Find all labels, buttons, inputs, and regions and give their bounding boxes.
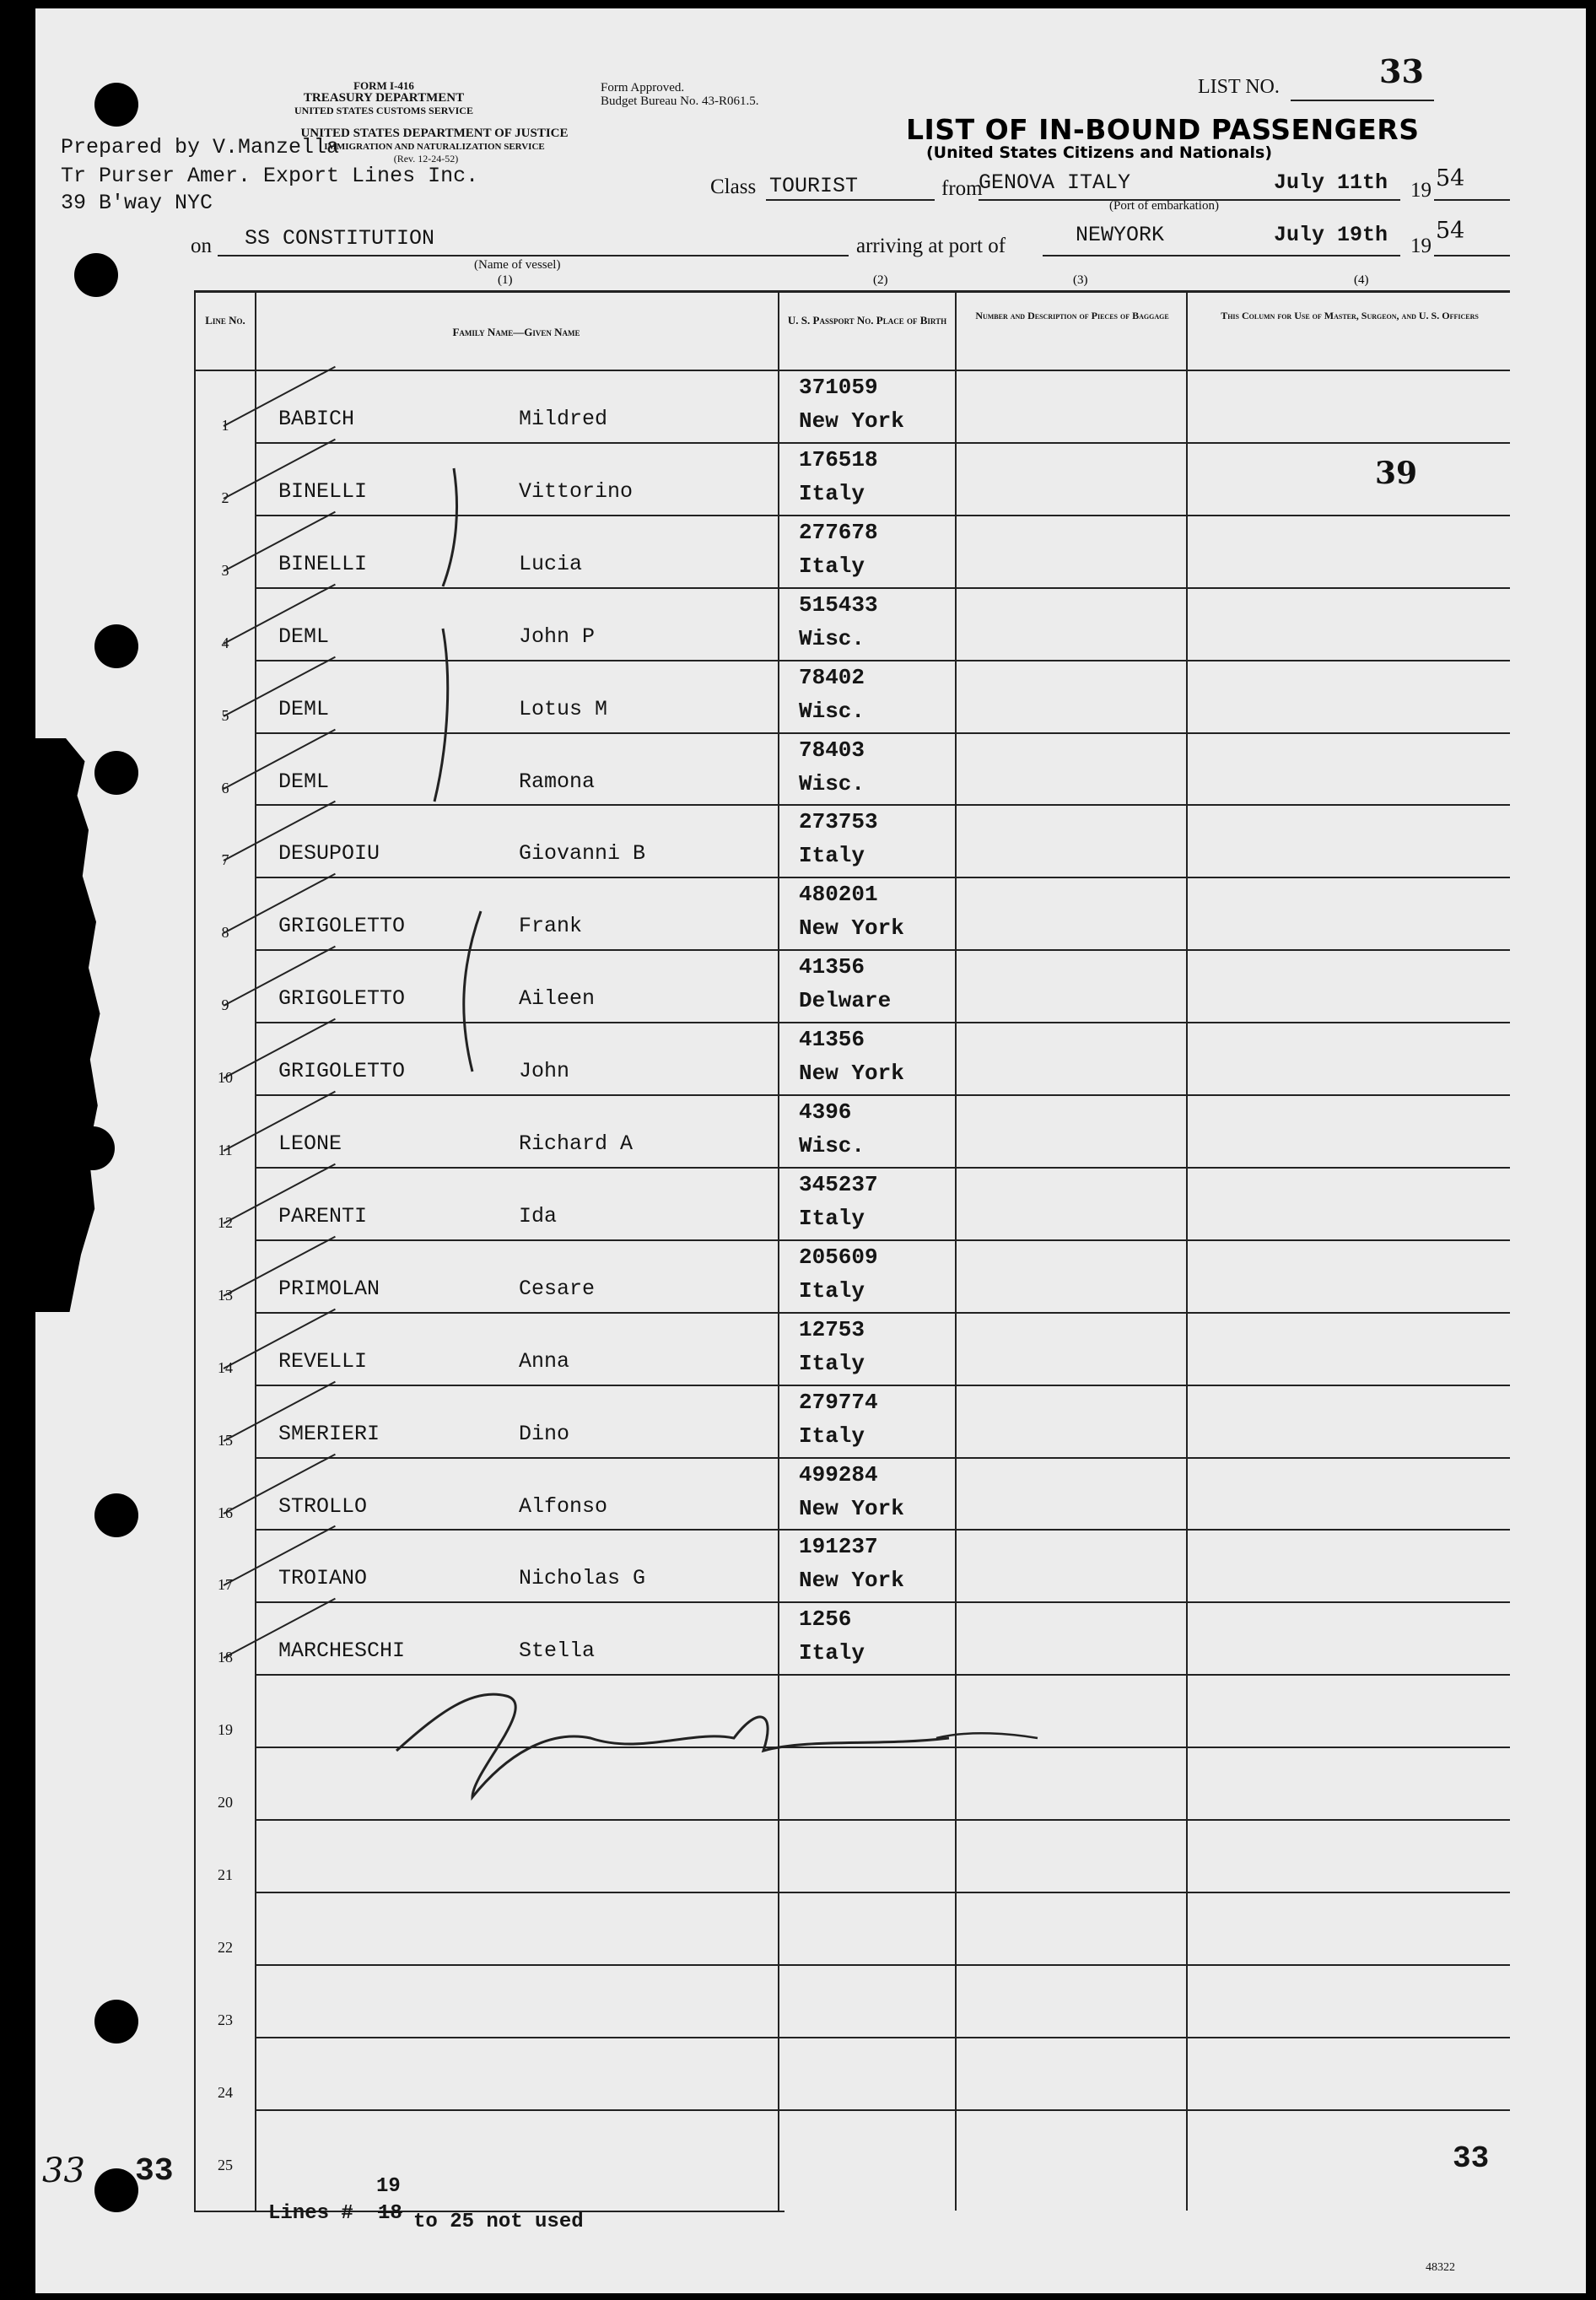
place-of-birth: New York <box>799 915 904 942</box>
line-number: 25 <box>218 2156 233 2173</box>
place-of-birth: Italy <box>799 553 865 579</box>
given-name: Ida <box>519 1203 558 1228</box>
signature-stroke <box>396 1694 949 1797</box>
passport-number: 273753 <box>799 809 878 835</box>
given-name: John <box>519 1059 570 1084</box>
treasury-dept: TREASURY DEPARTMENT <box>303 91 465 105</box>
passport-number: 345237 <box>799 1171 878 1197</box>
customs-service: UNITED STATES CUSTOMS SERVICE <box>294 105 473 116</box>
class-label: Class <box>710 175 757 198</box>
passport-number: 12753 <box>799 1316 865 1342</box>
family-name: BINELLI <box>278 551 368 576</box>
place-of-birth: New York <box>799 1568 904 1594</box>
given-name: Lucia <box>519 551 583 576</box>
arriving-label: arriving at port of <box>856 235 1006 257</box>
class-value: TOURIST <box>769 174 859 198</box>
arrival-port: NEWYORK <box>1076 223 1165 247</box>
family-name: STROLLO <box>278 1493 368 1519</box>
budget-bureau: Budget Bureau No. 43-R061.5. <box>601 94 759 108</box>
on-label: on <box>191 235 212 257</box>
line-number: 6 <box>221 779 229 796</box>
prepared-line3: 39 B'way NYC <box>61 191 213 215</box>
given-name: Giovanni B <box>519 841 646 867</box>
given-name: Aileen <box>519 986 596 1012</box>
line-number: 20 <box>218 1794 233 1811</box>
lines-note-suffix: to 25 not used <box>413 2211 584 2233</box>
passport-number: 515433 <box>799 591 878 618</box>
family-name: PARENTI <box>278 1203 368 1228</box>
passport-number: 277678 <box>799 519 878 545</box>
vessel-caption: (Name of vessel) <box>474 258 561 272</box>
justice-dept: UNITED STATES DEPARTMENT OF JUSTICE <box>300 127 569 140</box>
col-header-passport: U. S. Passport No. Place of Birth <box>787 314 947 327</box>
line-number: 11 <box>218 1142 233 1158</box>
officer-mark: 39 <box>1375 456 1418 491</box>
given-name: Cesare <box>519 1276 596 1301</box>
family-name: PRIMOLAN <box>278 1276 380 1301</box>
line-number: 17 <box>218 1576 233 1594</box>
page-title: LIST OF IN-BOUND PASSENGERS <box>906 113 1420 146</box>
place-of-birth: New York <box>799 1495 904 1521</box>
embark-date: July 11th <box>1274 170 1388 195</box>
bracket-deml <box>434 629 448 802</box>
embark-year-prefix: 19 <box>1410 179 1432 202</box>
line-number: 5 <box>221 706 229 724</box>
place-of-birth: Italy <box>799 480 865 506</box>
place-of-birth: Italy <box>799 1205 865 1231</box>
embark-caption: (Port of embarkation) <box>1109 199 1219 213</box>
place-of-birth: Delware <box>799 988 892 1014</box>
line-number: 18 <box>218 1649 233 1666</box>
family-name: MARCHESCHI <box>278 1639 406 1664</box>
embark-year: 54 <box>1436 165 1465 192</box>
given-name: Frank <box>519 914 583 939</box>
passport-number: 279774 <box>799 1389 878 1415</box>
place-of-birth: Italy <box>799 1640 865 1666</box>
line-number: 16 <box>218 1504 233 1521</box>
revision: (Rev. 12-24-52) <box>393 153 459 165</box>
col-header-line-no: Line No. <box>205 314 245 327</box>
passport-number: 4396 <box>799 1099 852 1125</box>
family-name: DEML <box>278 769 330 794</box>
list-no-value: 33 <box>1379 52 1424 90</box>
vessel-name: SS CONSTITUTION <box>245 226 435 251</box>
line-number: 3 <box>221 561 229 579</box>
given-name: Vittorino <box>519 478 634 504</box>
family-name: DESUPOIU <box>278 841 380 867</box>
given-name: Ramona <box>519 769 596 794</box>
family-name: BINELLI <box>278 478 368 504</box>
given-name: Lotus M <box>519 696 608 721</box>
passport-number: 1256 <box>799 1606 852 1633</box>
family-name: BABICH <box>278 407 355 431</box>
place-of-birth: Wisc. <box>799 625 865 651</box>
line-number: 24 <box>218 2083 233 2101</box>
form-number: FORM I-416 <box>353 79 414 92</box>
lines-note-prefix: Lines # <box>268 2202 353 2225</box>
passport-number: 480201 <box>799 882 878 908</box>
line-number: 1 <box>221 417 229 434</box>
place-of-birth: Wisc. <box>799 698 865 724</box>
place-of-birth: Italy <box>799 1423 865 1449</box>
line-number: 10 <box>218 1069 233 1087</box>
given-name: Nicholas G <box>519 1566 646 1591</box>
passport-number: 78402 <box>799 664 865 690</box>
passport-number: 191237 <box>799 1534 878 1560</box>
line-number: 19 <box>218 1721 233 1739</box>
line-number: 9 <box>221 996 229 1014</box>
given-name: Richard A <box>519 1131 634 1156</box>
prepared-by: Prepared by V.Manzella <box>61 135 340 159</box>
family-name: TROIANO <box>278 1566 368 1591</box>
from-label: from <box>941 177 983 200</box>
ins-service: IMMIGRATION AND NATURALIZATION SERVICE <box>324 142 545 152</box>
line-number: 12 <box>218 1213 233 1231</box>
col-num-3: (3) <box>1073 273 1088 287</box>
place-of-birth: Italy <box>799 843 865 869</box>
family-name: GRIGOLETTO <box>278 1059 406 1084</box>
line-number: 8 <box>221 924 229 942</box>
given-name: Anna <box>519 1348 570 1374</box>
arrival-year: 54 <box>1436 218 1465 244</box>
family-name: REVELLI <box>278 1348 368 1374</box>
family-name: GRIGOLETTO <box>278 986 406 1012</box>
family-name: GRIGOLETTO <box>278 914 406 939</box>
place-of-birth: Italy <box>799 1277 865 1304</box>
list-no-label: LIST NO. <box>1198 76 1280 98</box>
place-of-birth: Wisc. <box>799 770 865 796</box>
line-number: 22 <box>218 1938 233 1956</box>
place-of-birth: Wisc. <box>799 1133 865 1158</box>
line-number: 14 <box>218 1358 233 1376</box>
col-header-baggage: Number and Description of Pieces of Baggage <box>975 310 1169 321</box>
passport-number: 371059 <box>799 375 878 400</box>
lines-note-struck: 18 <box>378 2202 402 2225</box>
family-name: DEML <box>278 696 330 721</box>
col-num-2: (2) <box>873 273 888 287</box>
given-name: Mildred <box>519 407 608 431</box>
col-header-officers: This Column for Use of Master, Surgeon, and U. S. Officers <box>1221 310 1479 321</box>
bracket-binelli <box>443 468 457 586</box>
given-name: John P <box>519 624 596 649</box>
passport-number: 41356 <box>799 1027 865 1053</box>
bracket-grigoletto <box>464 911 481 1072</box>
passport-number: 78403 <box>799 737 865 763</box>
line-number: 21 <box>218 1866 233 1883</box>
family-name: SMERIERI <box>278 1421 380 1446</box>
place-of-birth: New York <box>799 408 904 434</box>
given-name: Dino <box>519 1421 570 1446</box>
place-of-birth: New York <box>799 1061 904 1087</box>
passport-number: 499284 <box>799 1461 878 1487</box>
passport-number: 176518 <box>799 446 878 472</box>
passport-number: 41356 <box>799 954 865 980</box>
bottom-right-number: 33 <box>1453 2141 1490 2176</box>
col-header-name: Family Name—Given Name <box>452 326 580 338</box>
bottom-left-handwritten: 33 <box>42 2152 85 2190</box>
family-name: LEONE <box>278 1131 342 1156</box>
col-num-4: (4) <box>1354 273 1369 287</box>
given-name: Stella <box>519 1639 596 1664</box>
arrival-date: July 19th <box>1274 223 1388 247</box>
line-number: 7 <box>221 851 229 869</box>
line-number: 23 <box>218 2011 233 2028</box>
family-name: DEML <box>278 624 330 649</box>
arrival-year-prefix: 19 <box>1410 235 1432 257</box>
col-num-1: (1) <box>498 273 513 287</box>
line-number: 13 <box>218 1286 233 1304</box>
passport-number: 205609 <box>799 1244 878 1270</box>
line-number: 15 <box>218 1431 233 1449</box>
from-port: GENOVA ITALY <box>979 170 1131 195</box>
form-approved: Form Approved. <box>601 81 685 94</box>
place-of-birth: Italy <box>799 1350 865 1376</box>
lines-note-correction: 19 <box>376 2175 401 2198</box>
form-code: 48322 <box>1426 2261 1455 2274</box>
given-name: Alfonso <box>519 1493 608 1519</box>
line-number: 4 <box>221 634 229 651</box>
prepared-line2: Tr Purser Amer. Export Lines Inc. <box>61 164 479 188</box>
page-subtitle: (United States Citizens and Nationals) <box>926 143 1273 162</box>
bottom-left-stamp: 33 <box>135 2153 174 2189</box>
line-number: 2 <box>221 489 229 506</box>
